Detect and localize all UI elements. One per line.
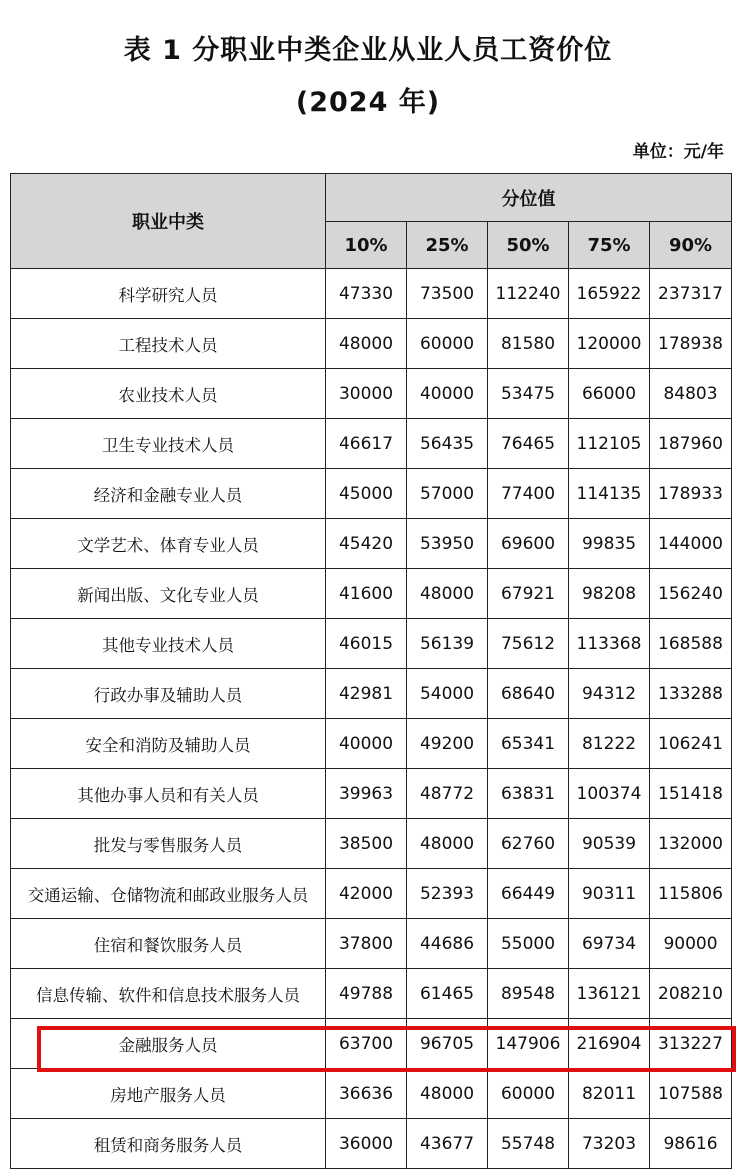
wage-value: 98616	[650, 1119, 732, 1169]
table-row	[11, 469, 732, 519]
table-row	[11, 319, 732, 369]
wage-value: 144000	[650, 519, 732, 569]
wage-value: 42000	[326, 869, 407, 919]
occupation-name: 农业技术人员	[11, 369, 326, 419]
wage-value: 38500	[326, 819, 407, 869]
wage-value: 48000	[407, 569, 488, 619]
wage-value: 49200	[407, 719, 488, 769]
wage-value: 42981	[326, 669, 407, 719]
wage-value: 67921	[488, 569, 569, 619]
unit-label: 单位：元/年	[632, 142, 724, 162]
wage-value: 56139	[407, 619, 488, 669]
table-row	[11, 819, 732, 869]
occupation-name: 房地产服务人员	[11, 1069, 326, 1119]
wage-value: 82011	[569, 1069, 650, 1119]
wage-value: 45000	[326, 469, 407, 519]
table-row	[11, 1019, 732, 1069]
wage-value: 55748	[488, 1119, 569, 1169]
wage-value: 178938	[650, 319, 732, 369]
table-body	[11, 269, 732, 1169]
wage-value: 48000	[407, 819, 488, 869]
wage-value: 48772	[407, 769, 488, 819]
wage-value: 46617	[326, 419, 407, 469]
occupation-name: 工程技术人员	[11, 319, 326, 369]
occupation-name: 行政办事及辅助人员	[11, 669, 326, 719]
occupation-name: 批发与零售服务人员	[11, 819, 326, 869]
occupation-name: 科学研究人员	[11, 269, 326, 319]
table-row	[11, 1119, 732, 1169]
occupation-name: 其他专业技术人员	[11, 619, 326, 669]
wage-value: 73500	[407, 269, 488, 319]
group-header: 分位值	[326, 174, 732, 222]
wage-value: 113368	[569, 619, 650, 669]
wage-value: 81222	[569, 719, 650, 769]
wage-value: 73203	[569, 1119, 650, 1169]
occupation-name: 信息传输、软件和信息技术服务人员	[11, 969, 326, 1019]
table-row	[11, 519, 732, 569]
wage-value: 132000	[650, 819, 732, 869]
table-row	[11, 419, 732, 469]
wage-value: 62760	[488, 819, 569, 869]
wage-value: 120000	[569, 319, 650, 369]
wage-value: 216904	[569, 1019, 650, 1069]
wage-value: 165922	[569, 269, 650, 319]
table-row	[11, 919, 732, 969]
wage-value: 69600	[488, 519, 569, 569]
wage-value: 57000	[407, 469, 488, 519]
table-title: 表 1 分职业中类企业从业人员工资价位	[123, 35, 613, 66]
occupation-name: 安全和消防及辅助人员	[11, 719, 326, 769]
wage-value: 107588	[650, 1069, 732, 1119]
wage-value: 52393	[407, 869, 488, 919]
wage-value: 45420	[326, 519, 407, 569]
wage-value: 151418	[650, 769, 732, 819]
wage-value: 187960	[650, 419, 732, 469]
column-header: 75%	[569, 222, 650, 269]
wage-value: 90539	[569, 819, 650, 869]
wage-value: 90000	[650, 919, 732, 969]
column-header: 50%	[488, 222, 569, 269]
wage-value: 63831	[488, 769, 569, 819]
occupation-name: 卫生专业技术人员	[11, 419, 326, 469]
wage-value: 69734	[569, 919, 650, 969]
occupation-name: 交通运输、仓储物流和邮政业服务人员	[11, 869, 326, 919]
table-row	[11, 969, 732, 1019]
wage-value: 40000	[326, 719, 407, 769]
wage-value: 112105	[569, 419, 650, 469]
table-row	[11, 1069, 732, 1119]
table-row	[11, 769, 732, 819]
wage-value: 75612	[488, 619, 569, 669]
row-header: 职业中类	[11, 174, 326, 269]
wage-value: 77400	[488, 469, 569, 519]
table-row	[11, 619, 732, 669]
wage-value: 76465	[488, 419, 569, 469]
wage-value: 84803	[650, 369, 732, 419]
wage-value: 136121	[569, 969, 650, 1019]
wage-value: 61465	[407, 969, 488, 1019]
column-header: 25%	[407, 222, 488, 269]
wage-value: 48000	[326, 319, 407, 369]
wage-value: 147906	[488, 1019, 569, 1069]
wage-value: 43677	[407, 1119, 488, 1169]
wage-value: 46015	[326, 619, 407, 669]
wage-value: 53475	[488, 369, 569, 419]
wage-value: 44686	[407, 919, 488, 969]
table-row	[11, 669, 732, 719]
wage-value: 112240	[488, 269, 569, 319]
table-subtitle: (2024 年)	[295, 87, 441, 118]
wage-value: 237317	[650, 269, 732, 319]
table-row	[11, 869, 732, 919]
wage-value: 168588	[650, 619, 732, 669]
wage-value: 66449	[488, 869, 569, 919]
wage-value: 313227	[650, 1019, 732, 1069]
wage-value: 63700	[326, 1019, 407, 1069]
wage-value: 47330	[326, 269, 407, 319]
wage-value: 81580	[488, 319, 569, 369]
table-row	[11, 369, 732, 419]
occupation-name: 住宿和餐饮服务人员	[11, 919, 326, 969]
wage-value: 55000	[488, 919, 569, 969]
wage-value: 56435	[407, 419, 488, 469]
column-header: 10%	[326, 222, 407, 269]
wage-value: 156240	[650, 569, 732, 619]
wage-value: 89548	[488, 969, 569, 1019]
occupation-name: 租赁和商务服务人员	[11, 1119, 326, 1169]
wage-value: 39963	[326, 769, 407, 819]
wage-table	[10, 173, 732, 1169]
wage-value: 54000	[407, 669, 488, 719]
wage-value: 90311	[569, 869, 650, 919]
wage-value: 60000	[488, 1069, 569, 1119]
wage-value: 100374	[569, 769, 650, 819]
wage-value: 36000	[326, 1119, 407, 1169]
wage-value: 41600	[326, 569, 407, 619]
wage-value: 114135	[569, 469, 650, 519]
occupation-name: 其他办事人员和有关人员	[11, 769, 326, 819]
wage-value: 106241	[650, 719, 732, 769]
wage-value: 115806	[650, 869, 732, 919]
occupation-name: 经济和金融专业人员	[11, 469, 326, 519]
wage-value: 98208	[569, 569, 650, 619]
occupation-name: 金融服务人员	[11, 1019, 326, 1069]
wage-value: 30000	[326, 369, 407, 419]
wage-value: 208210	[650, 969, 732, 1019]
wage-value: 66000	[569, 369, 650, 419]
wage-value: 65341	[488, 719, 569, 769]
table-row	[11, 569, 732, 619]
occupation-name: 文学艺术、体育专业人员	[11, 519, 326, 569]
table-row	[11, 269, 732, 319]
wage-value: 178933	[650, 469, 732, 519]
wage-value: 37800	[326, 919, 407, 969]
wage-value: 68640	[488, 669, 569, 719]
wage-value: 49788	[326, 969, 407, 1019]
wage-value: 99835	[569, 519, 650, 569]
wage-value: 96705	[407, 1019, 488, 1069]
occupation-name: 新闻出版、文化专业人员	[11, 569, 326, 619]
wage-value: 94312	[569, 669, 650, 719]
wage-value: 48000	[407, 1069, 488, 1119]
table-row	[11, 719, 732, 769]
wage-value: 133288	[650, 669, 732, 719]
wage-value: 40000	[407, 369, 488, 419]
wage-value: 53950	[407, 519, 488, 569]
column-header: 90%	[650, 222, 732, 269]
wage-value: 60000	[407, 319, 488, 369]
wage-value: 36636	[326, 1069, 407, 1119]
